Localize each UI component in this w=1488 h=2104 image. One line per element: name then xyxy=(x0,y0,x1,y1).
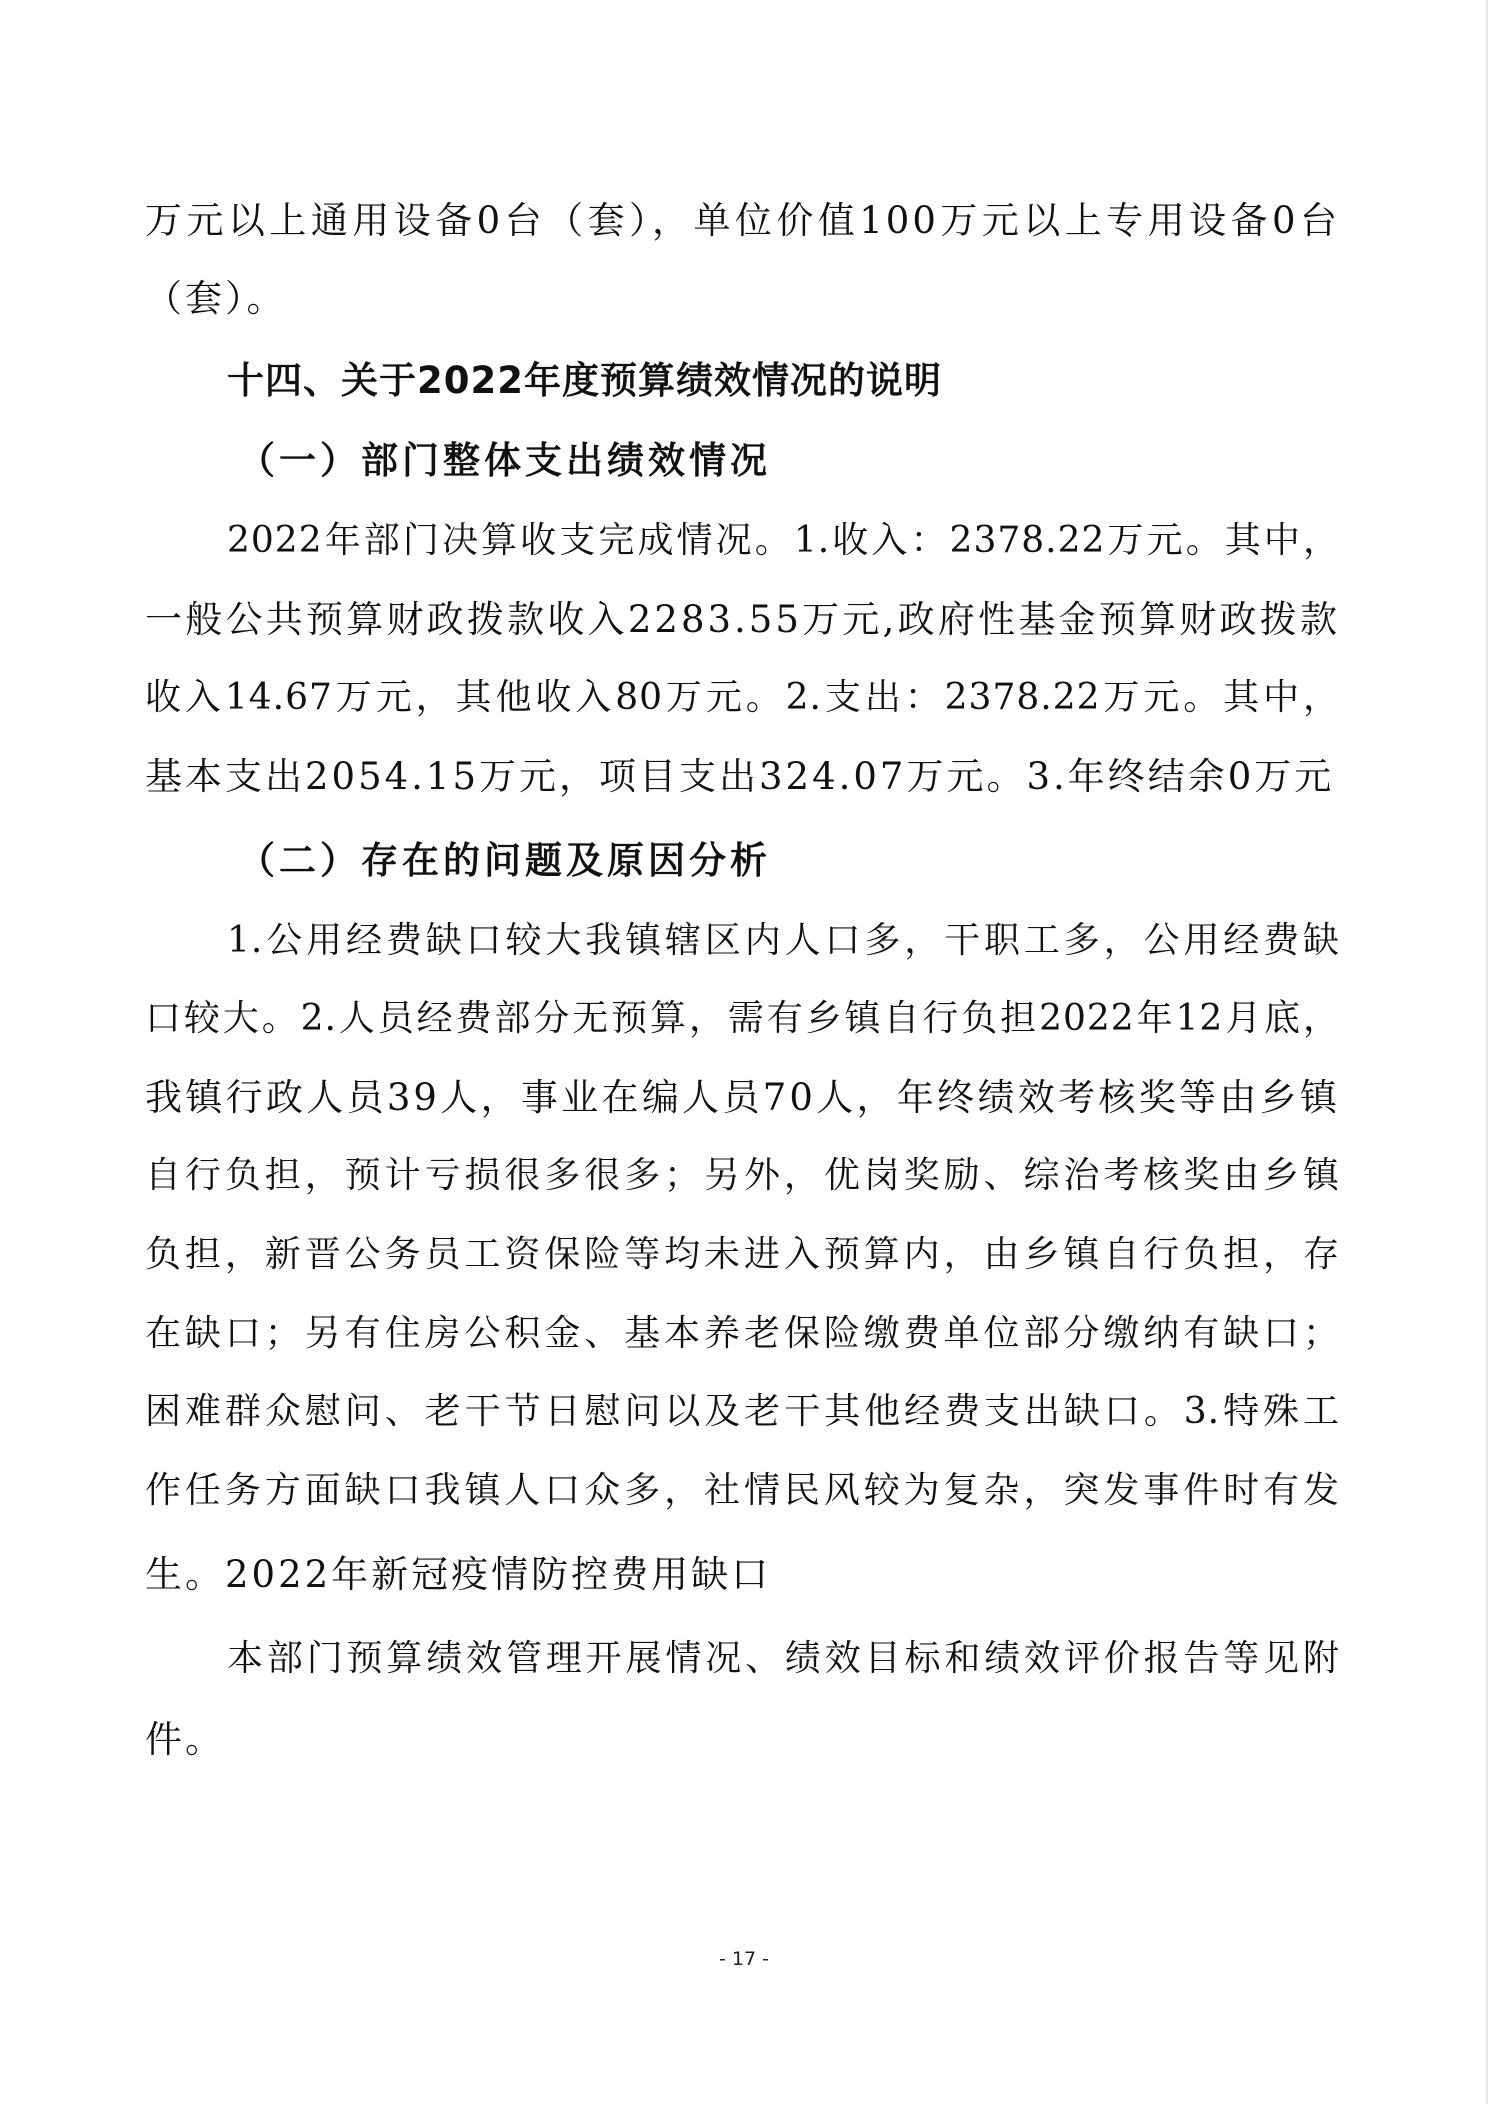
paragraph-line: 收入14.67万元，其他收入80万元。2.支出：2378.22万元。其中， xyxy=(145,677,1340,718)
paragraph-line: 困难群众慰问、老干节日慰问以及老干其他经费支出缺口。3.特殊工 xyxy=(145,1391,1340,1432)
page-number: - 17 - xyxy=(719,1948,769,1970)
paragraph-line: 负担，新晋公务员工资保险等均未进入预算内，由乡镇自行负担，存 xyxy=(145,1234,1340,1275)
paragraph-line: 基本支出2054.15万元，项目支出324.07万元。3.年终结余0万元 xyxy=(145,755,1335,798)
section-heading: 十四、关于2022年度预算绩效情况的说明 xyxy=(227,359,942,402)
subsection-heading-1: （一）部门整体支出绩效情况 xyxy=(238,439,771,482)
paragraph-line: 口较大。2.人员经费部分无预算，需有乡镇自行负担2022年12月底， xyxy=(145,998,1340,1039)
paragraph-line: 一般公共预算财政拨款收入2283.55万元,政府性基金预算财政拨款 xyxy=(145,598,1340,641)
paragraph-line: 在缺口；另有住房公积金、基本养老保险缴费单位部分缴纳有缺口； xyxy=(145,1313,1340,1354)
paragraph-line: 作任务方面缺口我镇人口众多，社情民风较为复杂，突发事件时有发 xyxy=(145,1470,1340,1511)
paragraph-line: 自行负担，预计亏损很多很多；另外，优岗奖励、综治考核奖由乡镇 xyxy=(145,1155,1340,1196)
paragraph-line: 生。2022年新冠疫情防控费用缺口 xyxy=(145,1553,772,1596)
subsection-heading-2: （二）存在的问题及原因分析 xyxy=(238,839,771,882)
paragraph-line: 本部门预算绩效管理开展情况、绩效目标和绩效评价报告等见附 xyxy=(227,1638,1340,1679)
paragraph-line: 件。 xyxy=(145,1718,225,1761)
paragraph-line: 2022年部门决算收支完成情况。1.收入：2378.22万元。其中， xyxy=(227,520,1340,561)
paragraph-line: 我镇行政人员39人，事业在编人员70人，年终绩效考核奖等由乡镇 xyxy=(145,1076,1340,1119)
paragraph-line: （套）。 xyxy=(145,277,287,320)
paragraph-line: 万元以上通用设备0台（套），单位价值100万元以上专用设备0台 xyxy=(145,199,1340,242)
paragraph-line: 1.公用经费缺口较大我镇辖区内人口多，干职工多，公用经费缺 xyxy=(227,920,1340,961)
